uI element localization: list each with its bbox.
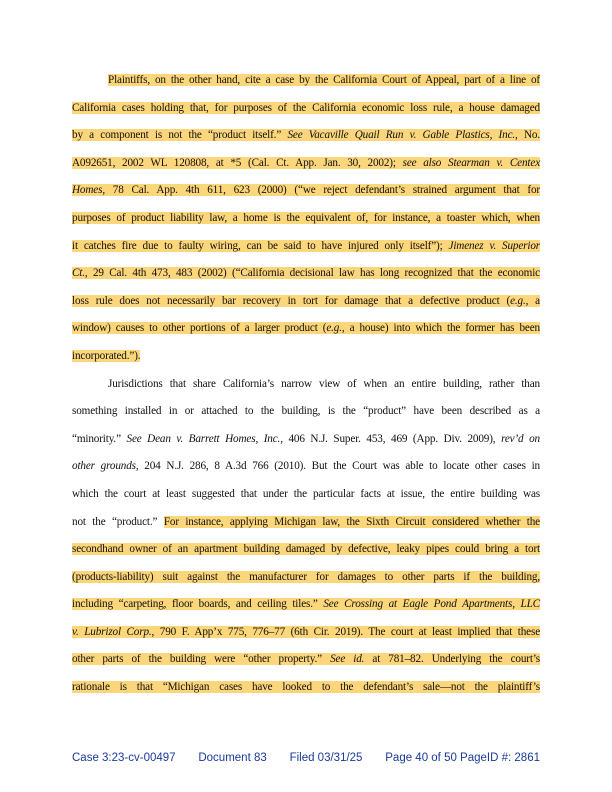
text-line [72, 288, 540, 316]
highlighted-text: including “carpeting, floor boards, and ceiling tiles.” [72, 598, 324, 611]
text-line [72, 674, 540, 702]
text-line [72, 67, 540, 95]
highlighted-text: e.g. [326, 322, 342, 335]
highlighted-text: by a component is not the “product itself.” [72, 129, 288, 142]
footer-page-id: Page 40 of 50 PageID #: 2861 [385, 752, 540, 764]
highlighted-text: e.g. [510, 294, 526, 307]
text-line [72, 591, 540, 619]
text-line [72, 315, 540, 343]
text-segment: See Dean v. Barrett Homes, Inc. [126, 432, 281, 445]
highlighted-text: A092651, 2002 WL 120808, at *5 (Cal. Ct. App. Jan. 30, 2002); [72, 156, 403, 169]
highlighted-text: v. Lubrizol Corp. [72, 625, 152, 638]
highlighted-text: secondhand owner of an apartment building damaged by defective, leaky pipes could bring a tort [72, 543, 540, 556]
text-line [72, 453, 540, 481]
highlighted-text: loss rule does not necessarily bar recovery in tort for damage that a defective product ( [72, 294, 511, 307]
text-segment: other grounds [72, 460, 136, 473]
text-segment: Jurisdictions that share California’s narrow view of when an entire building, rather than [108, 377, 540, 390]
text-segment: not the “product.” [72, 515, 164, 528]
highlighted-text: other parts of the building were “other property.” [72, 653, 331, 666]
text-line [72, 260, 540, 288]
text-line [72, 426, 540, 454]
text-line [72, 122, 540, 150]
highlighted-text: Jimenez v. Superior [448, 239, 540, 252]
highlighted-text: See Crossing at Eagle Pond Apartments, LLC [323, 598, 540, 611]
text-segment: something installed in or attached to the building, is the “product” have been described as a [72, 405, 540, 418]
text-segment: which the court at least suggested that under the particular facts at issue, the entire building was [72, 487, 540, 500]
highlighted-text: , 78 Cal. App. 4th 611, 623 (2000) (“we reject defendant’s strained argument that for [102, 184, 540, 197]
highlighted-text: purposes of product liability law, a home is the equivalent of, for instance, a toaster which, when [72, 211, 540, 224]
footer-case-number: Case 3:23-cv-00497 [72, 752, 176, 764]
highlighted-text: incorporated.”). [72, 349, 141, 362]
highlighted-text: California cases holding that, for purposes of the California economic loss rule, a house damaged [72, 101, 540, 114]
text-line [72, 233, 540, 261]
highlighted-text: (products-liability) suit against the manufacturer for damages to other parts if the building, [72, 570, 540, 583]
ecf-footer [72, 752, 540, 764]
highlighted-text: , a [525, 294, 541, 307]
highlighted-text: see also Stearman v. Centex [402, 156, 541, 169]
text-line [72, 371, 540, 399]
text-line [72, 509, 540, 537]
highlighted-text: See id. [330, 653, 365, 666]
highlighted-text: Ct. [72, 267, 85, 280]
highlighted-text: For instance, applying Michigan law, the Sixth Circuit considered whether the [163, 515, 540, 528]
highlighted-text: at 781–82. Underlying the court’s [364, 653, 540, 666]
text-line [72, 564, 540, 592]
text-segment: “minority.” [72, 432, 127, 445]
footer-document-number: Document 83 [198, 752, 267, 764]
highlighted-text: , a house) into which the former has been [341, 322, 540, 335]
text-line [72, 343, 540, 371]
text-line [72, 95, 540, 123]
text-segment: rev’d on [501, 432, 540, 445]
text-line [72, 619, 540, 647]
highlighted-text: it catches fire due to faulty wiring, can be said to have injured only itself”); [72, 239, 449, 252]
highlighted-text: , No. [515, 129, 540, 142]
text-line [72, 150, 540, 178]
text-line [72, 536, 540, 564]
text-line [72, 646, 540, 674]
document-body [72, 67, 540, 702]
text-line [72, 398, 540, 426]
text-segment: , 406 N.J. Super. 453, 469 (App. Div. 2009), [280, 432, 502, 445]
text-line [72, 177, 540, 205]
highlighted-text: , 29 Cal. 4th 473, 483 (2002) (“California decisional law has long recognized that the economic [84, 267, 540, 280]
text-line [72, 481, 540, 509]
text-segment: , 204 N.J. 286, 8 A.3d 766 (2010). But the Court was able to locate other cases in [135, 460, 540, 473]
highlighted-text: Homes [72, 184, 103, 197]
highlighted-text: window) causes to other portions of a larger product ( [72, 322, 327, 335]
highlighted-text: See Vacaville Quail Run v. Gable Plastics, Inc. [287, 129, 516, 142]
highlighted-text: Plaintiffs, on the other hand, cite a case by the California Court of Appeal, part of a line of [108, 74, 540, 86]
highlighted-text: , 790 F. App’x 775, 776–77 (6th Cir. 2019). The court at least implied that these [151, 625, 541, 638]
footer-filed-date: Filed 03/31/25 [289, 752, 363, 764]
highlighted-text: rationale is that “Michigan cases have looked to the defendant’s sale—not the plaintiff’s [72, 681, 540, 694]
text-line [72, 205, 540, 233]
